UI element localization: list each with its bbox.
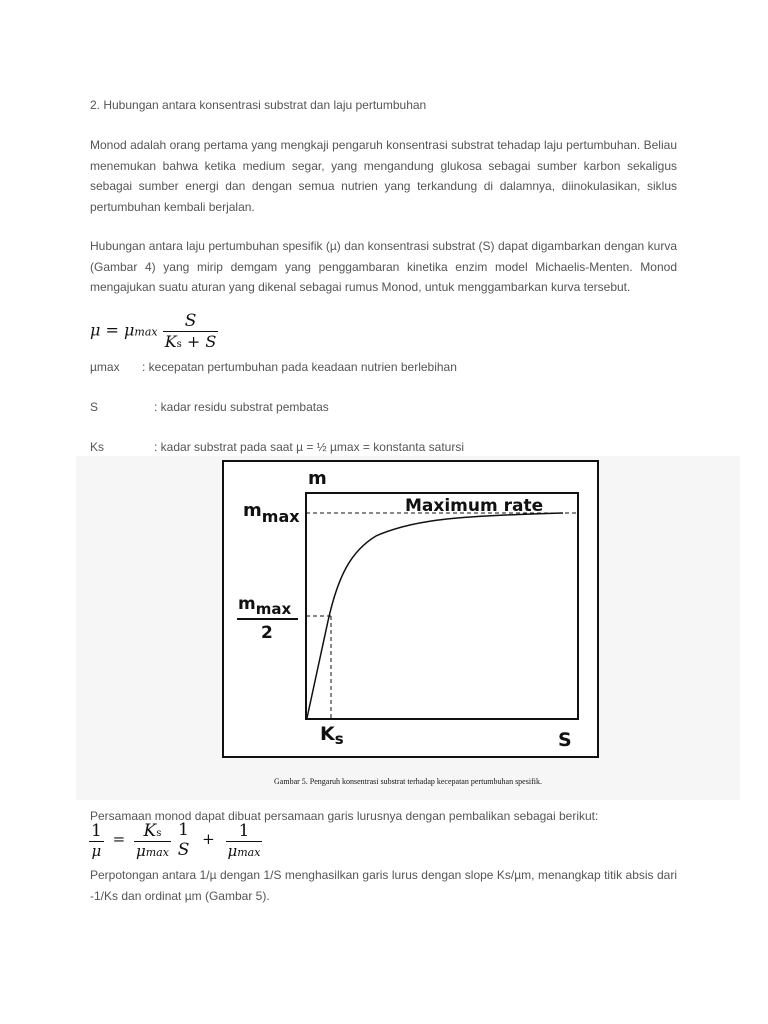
formula-fraction bbox=[163, 311, 219, 351]
inverted-monod-formula bbox=[89, 820, 262, 860]
half-sub: max bbox=[255, 600, 292, 618]
definition-term: Ks bbox=[90, 440, 105, 454]
s-sub-char: s bbox=[156, 827, 162, 839]
paragraph-lineweaver: Persamaan monod dapat dibuat persamaan garis lurusnya dengan pembalikan sebagai berikut: bbox=[90, 809, 599, 823]
figure-caption: Gambar 5. Pengaruh konsentrasi substrat terhadap kecepatan pertumbuhan spesifik. bbox=[274, 777, 542, 786]
mumax-term-2 bbox=[226, 841, 263, 860]
ks-s: s bbox=[334, 730, 344, 748]
figure-container bbox=[76, 456, 740, 800]
max-sub-char: max bbox=[145, 845, 169, 859]
mu-char-2: μ bbox=[227, 841, 238, 860]
m-axis-label: m bbox=[308, 468, 327, 489]
paragraph-monod-intro: Monod adalah orang pertama yang mengkaji pengaruh konsentrasi substrat tehadap laju pertumbuhan. Beliau menemukan bahwa ketika medium segar, yang mengandung glukosa sebagai sumber karbon sekaligus sebagai sumber energi dan dengan semua nutrien yang terkandung di dalamnya, diinokulasikan, siklus pertumbuhan kembali berjalan. bbox=[90, 138, 677, 214]
k-char: K bbox=[143, 820, 157, 841]
definition-ks bbox=[90, 439, 464, 455]
definition-desc: : kadar substrat pada saat µ = ½ µmax = konstanta satursi bbox=[154, 440, 464, 454]
paragraph-growth-relation: Hubungan antara laju pertumbuhan spesifik (µ) dan konsentrasi substrat (S) dapat digambarkan dengan kurva (Gambar 4) yang mirip demgam yang penggambaran kinetika enzim model Michaelis-Menten. Monod mengajukan suatu aturan yang dikenal sebagai rumus Monod, untuk menggambarkan kurva tersebut. bbox=[90, 239, 677, 294]
paragraph-intercept: Perpotongan antara 1/µ dengan 1/S menghasilkan garis lurus dengan slope Ks/µm, menangkap titik absis dari -1/Ks dan ordinat µm (Gambar 5). bbox=[90, 868, 677, 903]
formula-den-rest: + S bbox=[181, 332, 217, 351]
max-sub-char-2: max bbox=[237, 845, 261, 859]
formula-den-s-sub: s bbox=[176, 339, 182, 350]
mu-char: μ bbox=[135, 841, 146, 860]
maximum-rate-label: Maximum rate bbox=[405, 496, 544, 516]
ks-term bbox=[134, 821, 171, 841]
one-char: 1 bbox=[178, 820, 189, 840]
formula-numerator: S bbox=[184, 311, 197, 331]
formula-denominator bbox=[163, 331, 219, 351]
formula-mu-max: μ bbox=[124, 320, 135, 340]
mmax-sub: max bbox=[261, 507, 300, 526]
section-heading: 2. Hubungan antara konsentrasi substrat dan laju pertumbuhan bbox=[90, 98, 427, 112]
formula-equals: = bbox=[105, 320, 119, 340]
lhs-one: 1 bbox=[91, 820, 102, 841]
s-axis-label: S bbox=[558, 729, 572, 751]
mmax-m: m bbox=[243, 500, 262, 521]
lhs-mu: μ bbox=[89, 841, 104, 860]
monod-formula bbox=[90, 311, 218, 351]
definition-term: µmax bbox=[90, 360, 120, 374]
half-m: m bbox=[238, 594, 256, 614]
one-over-mumax bbox=[226, 821, 263, 860]
one-char-2: 1 bbox=[238, 820, 250, 841]
formula-max-sub: max bbox=[134, 325, 158, 339]
definition-desc: : kadar residu substrat pembatas bbox=[154, 400, 329, 414]
formula-mu: μ bbox=[90, 320, 101, 340]
definition-umax bbox=[90, 359, 457, 375]
definition-term: S bbox=[90, 400, 99, 414]
formula2-plus: + bbox=[202, 830, 215, 848]
monod-curve-graph bbox=[76, 456, 740, 776]
s-char: S bbox=[177, 840, 190, 860]
lhs-fraction bbox=[89, 821, 104, 860]
mumax-term bbox=[134, 841, 171, 860]
formula-den-k: K bbox=[164, 332, 177, 351]
ks-over-mumax bbox=[134, 821, 171, 860]
definition-s bbox=[90, 399, 329, 415]
formula2-equals: = bbox=[112, 830, 126, 848]
one-over-s bbox=[176, 820, 192, 860]
half-max-denominator: 2 bbox=[261, 623, 273, 643]
ks-k: K bbox=[320, 723, 335, 745]
definition-desc: : kecepatan pertumbuhan pada keadaan nutrien berlebihan bbox=[142, 360, 457, 374]
